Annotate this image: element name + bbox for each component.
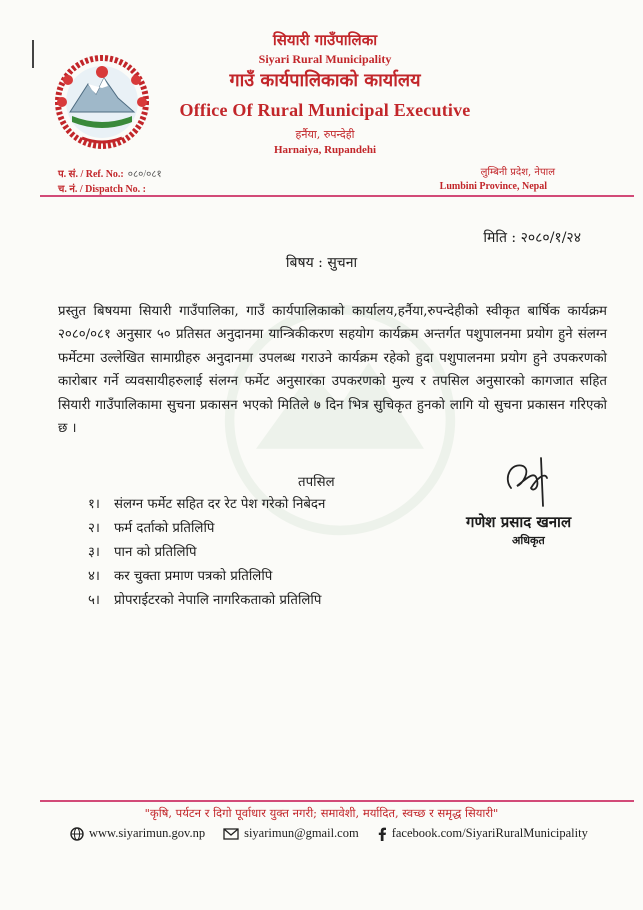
footer-divider	[40, 800, 634, 802]
list-item	[88, 542, 325, 566]
list-item-text: प्रोपराईटरको नेपालि नागरिकताको प्रतिलिपि	[114, 593, 322, 608]
facebook-text: facebook.com/SiyariRuralMunicipality	[391, 826, 588, 840]
list-item-text: पान को प्रतिलिपि	[114, 545, 197, 560]
province-en: Lumbini Province, Nepal	[439, 181, 547, 192]
signatory-name: गणेश प्रसाद खनाल	[466, 513, 572, 531]
address-en: Harnaiya, Rupandehi	[273, 144, 377, 156]
footer-contacts	[70, 826, 606, 841]
ref-label: प. सं. / Ref. No.:	[58, 169, 124, 180]
dispatch-number: च. नं. / Dispatch No. :	[58, 184, 147, 195]
header-divider	[40, 195, 634, 197]
office-name-en: Office Of Rural Municipal Executive	[179, 100, 471, 120]
municipality-name-np: सियारी गाउँपालिका	[272, 31, 378, 49]
mail-icon	[223, 828, 239, 840]
letter-body: प्रस्तुत बिषयमा सियारी गाउँपालिका, गाउँ कार्यपालिकाको कार्यालय,हर्नैया,रुपन्देहीको स्वीकृत बार्षिक कार्यक्रम २०८०/०८१ अनुसार ५० प्रतिसत अनुदानमा यान्त्रिकीकरण सहयोग कार्यक्रम अन्तर्गत पशुपालनमा प्रयोग हुने संलग्न फर्मेटमा उल्लेखित सामाग्रीहरु अनुदानमा उपलब्ध गराउने कार्यक्रम रहेको हुदा पशुपालनमा प्रयोग हुने उपकरणको कारोबार गर्ने व्यवसायीहरुलाई संलग्न फर्मेट अनुसारका उपकरणको मुल्य र तपसिल अनुसारको कागजात सहित सियारी गाउँपालिकामा सुचना प्रकासन भएको मितिले ७ दिन भित्र सुचिकृत हुनको लागि यो सुचना प्रकासन गरिएको छ ।	[58, 304, 607, 437]
email-text: siyarimun@gmail.com	[244, 826, 359, 840]
footer-motto: "कृषि, पर्यटन र दिगो पूर्वाधार युक्त नगरी; समावेशी, मर्यादित, स्वच्छ र समृद्ध सियारी"	[144, 806, 499, 820]
list-item	[88, 566, 325, 590]
website-link[interactable]	[70, 826, 205, 841]
list-item-number: २।	[88, 521, 100, 536]
list-item	[88, 494, 325, 518]
document-list	[88, 494, 325, 614]
list-item-text: कर चुक्ता प्रमाण पत्रको प्रतिलिपि	[114, 569, 273, 584]
facebook-link[interactable]	[377, 826, 588, 841]
facebook-icon	[377, 827, 387, 841]
list-item-number: ४।	[88, 569, 100, 584]
website-text: www.siyarimun.gov.np	[89, 826, 206, 840]
list-item-number: ५।	[88, 593, 100, 608]
globe-icon	[70, 827, 84, 841]
list-item-text: संलग्न फर्मेट सहित दर रेट पेश गरेको निबेदन	[114, 497, 326, 512]
list-item-number: ३।	[88, 545, 100, 560]
letter-date: मिति : २०८०/१/२४	[483, 230, 581, 246]
municipality-name-en: Siyari Rural Municipality	[258, 52, 392, 66]
signature-mark	[497, 448, 567, 510]
list-item	[88, 518, 325, 542]
emblem-icon	[52, 50, 152, 150]
ref-number	[58, 166, 162, 180]
margin-mark	[32, 40, 34, 68]
list-item	[88, 590, 325, 614]
tapasil-heading: तपसिल	[298, 475, 335, 490]
list-item-number: १।	[88, 497, 100, 512]
ref-value: ०८०/०८१	[127, 169, 162, 180]
email-link[interactable]	[223, 826, 359, 841]
letter-subject: बिषय : सुचना	[285, 255, 358, 271]
signatory-title: अधिकृत	[512, 534, 545, 547]
address-np: हर्नैया, रुपन्देही	[295, 128, 355, 141]
list-item-text: फर्म दर्ताको प्रतिलिपि	[114, 521, 215, 536]
office-name-np: गाउँ कार्यपालिकाको कार्यालय	[229, 70, 421, 91]
province-np: लुम्बिनी प्रदेश, नेपाल	[480, 167, 555, 178]
